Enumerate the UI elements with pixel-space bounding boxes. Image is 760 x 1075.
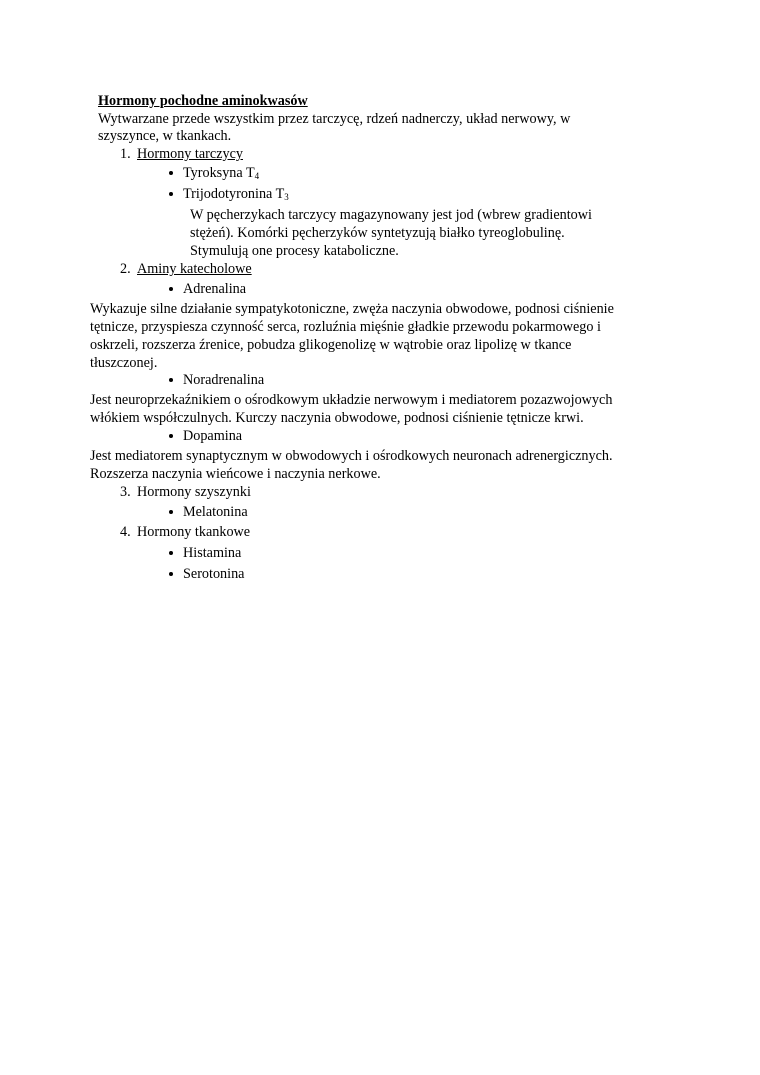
section4-title: Hormony tkankowe: [137, 524, 251, 540]
list-item-noradrenalina: Noradrenalina: [183, 372, 265, 388]
adrenalina-text-line-4: tłuszczonej.: [90, 355, 158, 371]
bullet-icon: [169, 171, 173, 175]
section2-number: 2.: [120, 261, 131, 277]
noradrenalina-text-line-1: Jest neuroprzekaźnikiem o ośrodkowym układzie nerwowym i mediatorem pozazwojowych: [90, 392, 613, 408]
list-item-trijodotyronina: [183, 185, 289, 203]
adrenalina-text-line-3: oskrzeli, rozszerza źrenice, pobudza glikogenolizę w wątrobie oraz lipolizę w tkance: [90, 337, 572, 353]
list-item-melatonina: Melatonina: [183, 504, 248, 520]
document-heading: Hormony pochodne aminokwasów: [98, 93, 308, 109]
section4-number: 4.: [120, 524, 131, 540]
bullet-icon: [169, 572, 173, 576]
dopamina-text-line-2: Rozszerza naczynia wieńcowe i naczynia nerkowe.: [90, 466, 381, 482]
adrenalina-text-line-2: tętnicze, przyspiesza czynność serca, rozluźnia mięśnie gładkie przewodu pokarmowego i: [90, 319, 601, 335]
intro-line-2: szyszynce, w tkankach.: [98, 128, 232, 144]
section2-title: Aminy katecholowe: [137, 261, 252, 277]
bullet-icon: [169, 551, 173, 555]
intro-line-1: Wytwarzane przede wszystkim przez tarczycę, rdzeń nadnerczy, układ nerwowy, w: [98, 111, 571, 127]
bullet-icon: [169, 287, 173, 291]
noradrenalina-text-line-2: włókiem współczulnych. Kurczy naczynia obwodowe, podnosi ciśnienie tętnicze krwi.: [90, 410, 584, 426]
list-item-dopamina: Dopamina: [183, 428, 243, 444]
item-subscript: 3: [284, 192, 289, 202]
section1-note-line-1: W pęcherzykach tarczycy magazynowany jest jod (wbrew gradientowi: [190, 207, 592, 223]
list-item-histamina: Histamina: [183, 545, 242, 561]
list-item-adrenalina: Adrenalina: [183, 281, 247, 297]
section1-note-line-3: Stymulują one procesy kataboliczne.: [190, 243, 399, 259]
list-item-tyroksyna: [183, 164, 259, 182]
bullet-icon: [169, 378, 173, 382]
section1-title: Hormony tarczycy: [137, 146, 243, 162]
dopamina-text-line-1: Jest mediatorem synaptycznym w obwodowych i ośrodkowych neuronach adrenergicznych.: [90, 448, 613, 464]
section3-number: 3.: [120, 484, 131, 500]
item-subscript: 4: [254, 171, 260, 181]
item-name: Trijodotyronina T: [183, 186, 285, 202]
list-item-serotonina: Serotonina: [183, 566, 245, 582]
bullet-icon: [169, 192, 173, 196]
section3-title: Hormony szyszynki: [137, 484, 251, 500]
adrenalina-text-line-1: Wykazuje silne działanie sympatykotoniczne, zwęża naczynia obwodowe, podnosi ciśnienie: [90, 301, 614, 317]
bullet-icon: [169, 510, 173, 514]
item-name: Tyroksyna T: [183, 165, 255, 181]
bullet-icon: [169, 434, 173, 438]
section1-note-line-2: stężeń). Komórki pęcherzyków syntetyzują białko tyreoglobulinę.: [190, 225, 565, 241]
section1-number: 1.: [120, 146, 131, 162]
